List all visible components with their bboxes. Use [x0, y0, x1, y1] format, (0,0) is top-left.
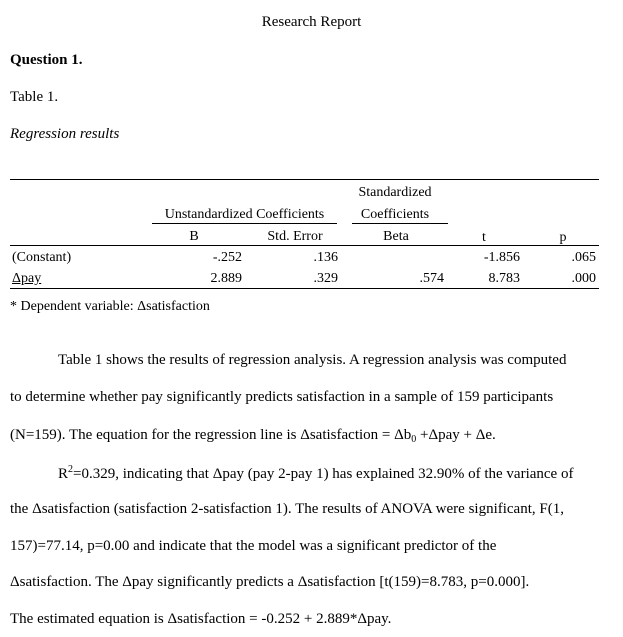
cell-beta: .574 — [419, 271, 444, 286]
row-label: Δpay — [12, 271, 42, 286]
unstd-group-rule — [152, 223, 337, 224]
col-header-t: t — [482, 230, 486, 245]
std-group-rule — [352, 223, 448, 224]
cell-b: 2.889 — [210, 271, 242, 286]
col-header-b: B — [189, 229, 199, 244]
report-title: Research Report — [261, 14, 362, 30]
header-unstandardized: Unstandardized Coefficients — [164, 207, 325, 222]
cell-b: -.252 — [212, 250, 242, 265]
cell-p: .065 — [571, 250, 596, 265]
paragraph-line: to determine whether pay significantly predicts satisfaction in a sample of 159 participants — [10, 389, 554, 405]
cell-std-error: .136 — [313, 250, 338, 265]
text-run: R — [58, 466, 69, 482]
row-label: (Constant) — [12, 250, 72, 265]
text-run: +Δpay + Δe. — [416, 427, 496, 443]
text-run: (N=159). The equation for the regression line is Δsatisfaction = Δb — [10, 427, 412, 443]
paragraph-line: the Δsatisfaction (satisfaction 2-satisfaction 1). The results of ANOVA were significant, F(1, — [10, 501, 564, 517]
cell-t: -1.856 — [483, 250, 520, 265]
paragraph-line: 157)=77.14, p=0.00 and indicate that the model was a significant predictor of the — [10, 538, 497, 554]
cell-p: .000 — [571, 271, 596, 286]
header-bottom-rule — [10, 245, 599, 246]
col-header-std-error: Std. Error — [267, 229, 323, 244]
text-run: =0.329, indicating that Δpay (pay 2-pay 1) has explained 32.90% of the variance of — [73, 466, 574, 482]
superscript: 2 — [68, 464, 74, 475]
paragraph-line — [58, 464, 573, 483]
table-label: Table 1. — [10, 89, 59, 105]
cell-t: 8.783 — [488, 271, 520, 286]
cell-std-error: .329 — [313, 271, 338, 286]
table-caption: Regression results — [10, 126, 120, 142]
paragraph-line: Δsatisfaction. The Δpay significantly predicts a Δsatisfaction [t(159)=8.783, p=0.000]. — [10, 574, 530, 590]
paragraph-line: Table 1 shows the results of regression analysis. A regression analysis was computed — [58, 352, 567, 368]
subscript: 0 — [411, 434, 417, 445]
table-bottom-rule — [10, 288, 599, 289]
paragraph-line — [10, 427, 496, 445]
header-standardized: Standardized — [358, 185, 432, 200]
table-top-rule — [10, 179, 599, 180]
header-coefficients: Coefficients — [360, 207, 430, 222]
col-header-p: p — [559, 230, 567, 245]
paragraph-line: The estimated equation is Δsatisfaction = -0.252 + 2.889*Δpay. — [10, 611, 392, 627]
table-footnote: * Dependent variable: Δsatisfaction — [10, 299, 210, 314]
col-header-beta: Beta — [383, 229, 409, 244]
question-heading: Question 1. — [10, 52, 83, 68]
